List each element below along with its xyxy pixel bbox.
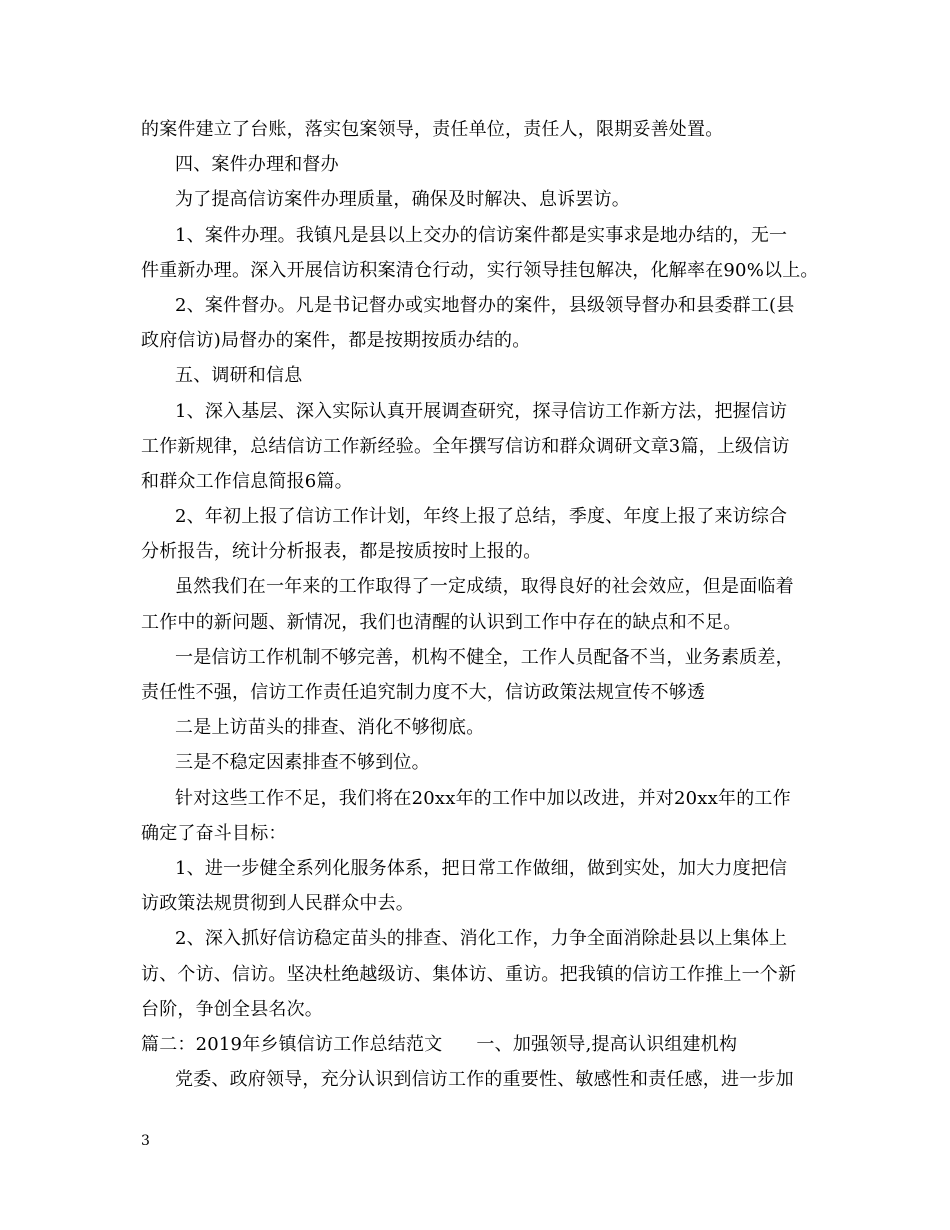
text-line: 1、深入基层、深入实际认真开展调查研究，探寻信访工作新方法，把握信访	[175, 400, 788, 422]
text-line: 党委、政府领导，充分认识到信访工作的重要性、敏感性和责任感，进一步加	[175, 1069, 794, 1091]
text-line: 访、个访、信访。坚决杜绝越级访、集体访、重访。把我镇的信访工作推上一个新	[141, 963, 797, 985]
text-line: 的案件建立了台账，落实包案领导，责任单位，责任人，限期妥善处置。	[141, 119, 724, 140]
text-line: 2、案件督办。凡是书记督办或实地督办的案件，县级领导督办和县委群工(县	[175, 294, 795, 316]
text-line: 确定了奋斗目标：	[141, 822, 287, 844]
text-line: 1、进一步健全系列化服务体系，把日常工作做细，做到实处，加大力度把信	[175, 857, 788, 879]
text-line: 为了提高信访案件办理质量，确保及时解决、息诉罢访。	[175, 189, 630, 211]
text-line: 件重新办理。深入开展信访积案清仓行动，实行领导挂包解决，化解率在90%以上。	[141, 259, 819, 281]
section-heading	[141, 1027, 813, 1062]
text-line: 2、深入抓好信访稳定苗头的排查、消化工作，力争全面消除赴县以上集体上	[175, 928, 788, 950]
text-line: 责任性不强，信访工作责任追究制力度不大，信访政策法规宣传不够透	[141, 682, 706, 703]
section-title: 篇二：2019年乡镇信访工作总结范文	[141, 1033, 443, 1055]
text-line: 和群众工作信息简报6篇。	[141, 470, 353, 492]
text-line: 政府信访)局督办的案件，都是按期按质办结的。	[141, 330, 531, 352]
section-subtitle: 一、加强领导,提高认识组建机构	[476, 1033, 738, 1055]
text-line: 1、案件办理。我镇凡是县以上交办的信访案件都是实事求是地办结的，无一	[175, 224, 788, 246]
text-line: 四、案件办理和督办	[175, 154, 339, 176]
page-number: 3	[141, 1133, 150, 1149]
text-line: 五、调研和信息	[175, 365, 303, 387]
text-line: 访政策法规贯彻到人民群众中去。	[141, 893, 414, 915]
text-line: 2、年初上报了信访工作计划，年终上报了总结，季度、年度上报了来访综合	[175, 506, 788, 528]
text-line: 分析报告，统计分析报表，都是按质按时上报的。	[141, 541, 542, 563]
text-line: 一是信访工作机制不够完善，机构不健全，工作人员配备不当，业务素质差，	[175, 646, 794, 668]
text-line: 工作新规律，总结信访工作新经验。全年撰写信访和群众调研文章3篇，上级信访	[141, 435, 790, 457]
text-line: 台阶，争创全县名次。	[141, 998, 323, 1020]
text-line: 针对这些工作不足，我们将在20xx年的工作中加以改进，并对20xx年的工作	[175, 787, 791, 809]
text-line: 三是不稳定因素排查不够到位。	[175, 752, 430, 774]
text-line: 工作中的新问题、新情况，我们也清醒的认识到工作中存在的缺点和不足。	[141, 611, 742, 633]
text-line: 二是上访苗头的排查、消化不够彻底。	[175, 717, 485, 739]
document-body	[141, 112, 819, 1097]
text-line: 虽然我们在一年来的工作取得了一定成绩，取得良好的社会效应，但是面临着	[175, 576, 794, 598]
